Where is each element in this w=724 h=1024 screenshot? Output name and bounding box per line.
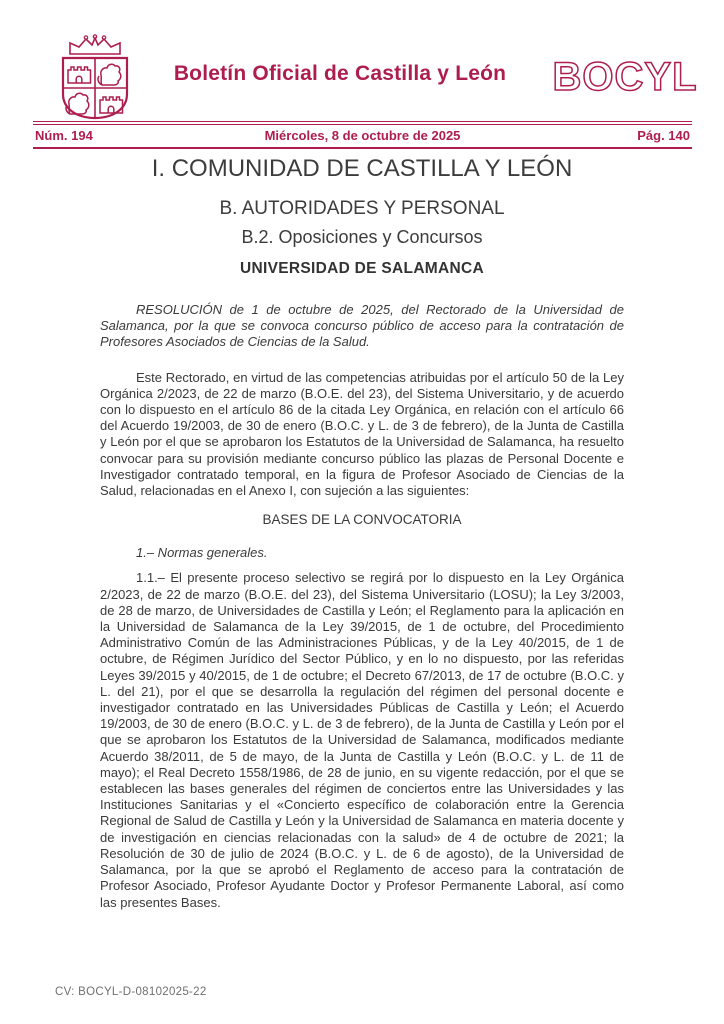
issue-bar [33,121,692,149]
bocyl-logo [552,50,698,107]
issue-date: Miércoles, 8 de octubre de 2025 [264,128,461,143]
clause-1-1-paragraph: 1.1.– El presente proceso selectivo se regirá por lo dispuesto en la Ley Orgánica 2/2023, de 22 de marzo (B.O.E. del 23), del Sistema Universitario (LOSU); la Ley 3/2003, de 28 de marzo, de Universidades de Castilla y León; el Reglamento para la aplicación en la Universidad de Salamanca de la Ley 39/2015, de 1 de octubre, del Procedimiento Administrativo Común de las Administraciones Públicas, y de la Ley 40/2015, de 1 de octubre, de Régimen Jurídico del Sector Público, y en lo no dispuesto, por las referidas Leyes 39/2015 y 40/2015, de 1 de octubre; el Decreto 67/2013, de 17 de octubre (B.O.C. y L. del 21), por el que se desarrolla la regulación del régimen del personal docente e investigador contratado en las Universidades Públicas de Castilla y León; el Acuerdo 19/2003, de 30 de enero (B.O.C. y L. de 3 de febrero), de la Junta de Castilla y León por el que se aprobaron los Estatutos de la Universidad de Salamanca, modificados mediante Acuerdo 38/2011, de 5 de mayo, de la Junta de Castilla y León (B.O.C. y L. de 11 de mayo); el Real Decreto 1558/1986, de 28 de junio, en su vigente redacción, por el que se establecen las bases generales del régimen de conciertos entre las Universidades y las Instituciones Sanitarias y el «Concierto específico de colaboración entre la Gerencia Regional de Salud de Castilla y León y la Universidad de Salamanca en materia docente y de investigación en ciencias relacionadas con la salud» de 4 de octubre de 2021; la Resolución de 30 de julio de 2024 (B.O.C. y L. de 6 de agosto), de la Universidad de Salamanca, por la que se aprobó el Reglamento de acceso para la contratación de Profesor Asociado, Profesor Ayudante Doctor y Profesor Permanente Laboral, así como las presentes Bases. [100,570,624,910]
resolution-summary: RESOLUCIÓN de 1 de octubre de 2025, del Rectorado de la Universidad de Salamanca, por la que se convoca concurso público de acceso para la contratación de Profesores Asociados de Ciencias de la Salud. [100,302,624,350]
intro-paragraph: Este Rectorado, en virtud de las competencias atribuidas por el artículo 50 de la Ley Orgánica 2/2023, de 22 de marzo (B.O.E. del 23), del Sistema Universitario, y de acuerdo con lo dispuesto en el artículo 86 de la citada Ley Orgánica, en relación con el artículo 66 del Acuerdo 19/2003, de 30 de enero (B.O.C. y L. de 3 de febrero), de la Junta de Castilla y León por el que se aprobaron los Estatutos de la Universidad de Salamanca, ha resuelto convocar para su provisión mediante concurso público las plazas de Personal Docente e Investigador contratado temporal, en la figura de Profesor Asociado de Ciencias de la Salud, relacionadas en el Anexo I, con sujeción a las siguientes: [100,369,624,499]
heading-subsection: B.2. Oposiciones y Concursos [241,227,483,247]
heading-authorities: B. AUTORIDADES Y PERSONAL [219,198,505,219]
bulletin-title: Boletín Oficial de Castilla y León [173,62,507,85]
issue-number: Núm. 194 [35,128,93,143]
page-number: Pág. 140 [637,128,690,143]
bottom-rule [33,147,692,149]
bases-heading: BASES DE LA CONVOCATORIA [262,512,462,528]
section-1-title: 1.– Normas generales. [136,545,268,561]
heading-community: I. COMUNIDAD DE CASTILLA Y LEÓN [151,155,573,182]
footer-verification-code: CV: BOCYL-D-08102025-22 [55,986,207,998]
heading-organism: UNIVERSIDAD DE SALAMANCA [239,260,484,277]
bocyl-logo-text: BOCYL [552,55,698,99]
document-content [100,156,624,911]
